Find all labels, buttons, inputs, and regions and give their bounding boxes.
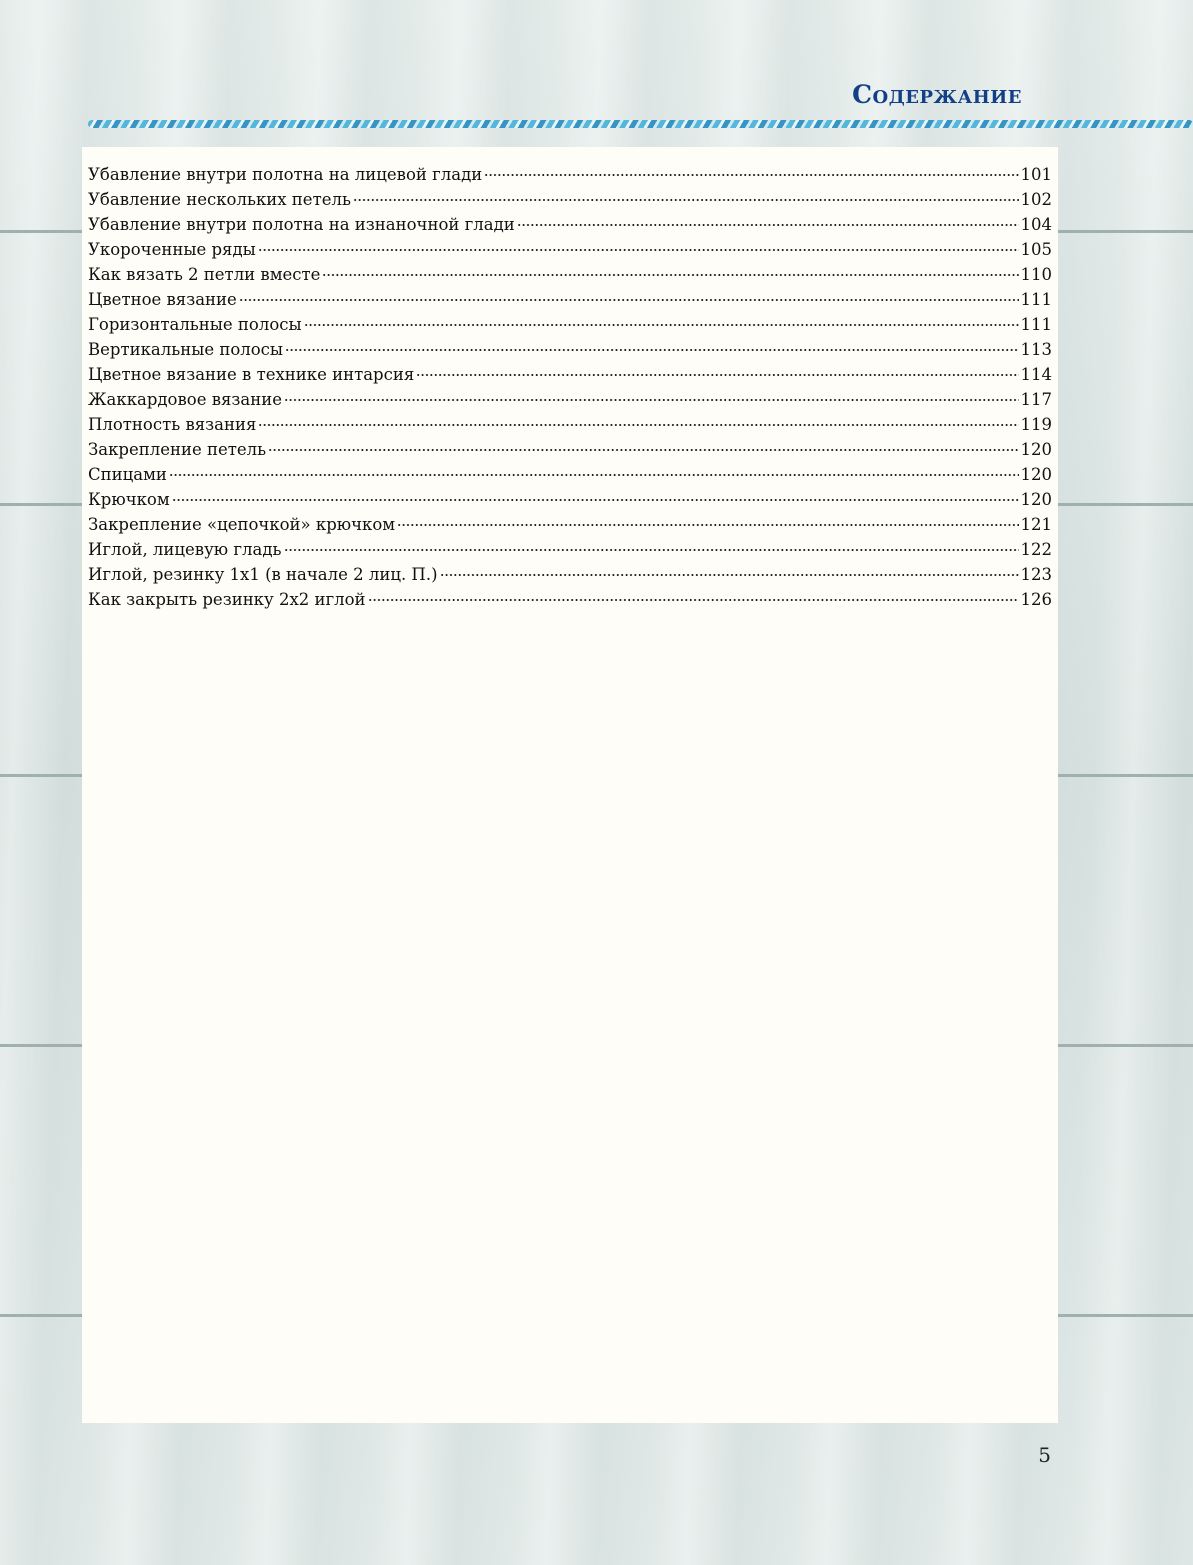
toc-entry-page: 110	[1020, 265, 1052, 284]
toc-entry-page: 126	[1020, 590, 1052, 609]
toc-leader-dots	[440, 574, 1019, 576]
toc-entry-page: 113	[1020, 340, 1052, 359]
toc-leader-dots	[368, 599, 1019, 601]
toc-leader-dots	[322, 274, 1018, 276]
toc-leader-dots	[484, 174, 1018, 176]
toc-entry-page: 102	[1020, 190, 1052, 209]
toc-entry-title: Крючком	[88, 490, 170, 509]
toc-entry-title: Цветное вязание	[88, 290, 237, 309]
toc-entry[interactable]	[88, 337, 1052, 362]
toc-entry-title: Плотность вязания	[88, 415, 257, 434]
toc-leader-dots	[284, 549, 1019, 551]
toc-leader-dots	[284, 399, 1018, 401]
toc-entry-title: Закрепление «цепочкой» крючком	[88, 515, 396, 534]
toc-leader-dots	[397, 524, 1018, 526]
toc-entry-page: 120	[1020, 490, 1052, 509]
toc-leader-dots	[172, 499, 1019, 501]
toc-entry[interactable]	[88, 437, 1052, 462]
toc-entry[interactable]	[88, 187, 1052, 212]
toc-entry-page: 117	[1020, 390, 1052, 409]
toc-entry-title: Убавление внутри полотна на изнаночной глади	[88, 215, 515, 234]
toc-entry-title: Закрепление петель	[88, 440, 267, 459]
page-number: 5	[1038, 1443, 1051, 1467]
toc-leader-dots	[285, 349, 1018, 351]
toc-entry-page: 119	[1020, 415, 1052, 434]
toc-entry[interactable]	[88, 562, 1052, 587]
toc-entry-title: Иглой, лицевую гладь	[88, 540, 282, 559]
toc-entry-title: Убавление нескольких петель	[88, 190, 351, 209]
rope-divider	[88, 120, 1193, 128]
toc-entry[interactable]	[88, 287, 1052, 312]
toc-leader-dots	[304, 324, 1019, 326]
toc-entry[interactable]	[88, 487, 1052, 512]
toc-entry-title: Как закрыть резинку 2x2 иглой	[88, 590, 366, 609]
toc-entry-title: Иглой, резинку 1x1 (в начале 2 лиц. П.)	[88, 565, 438, 584]
toc-entry-title: Убавление внутри полотна на лицевой глади	[88, 165, 483, 184]
toc-entry[interactable]	[88, 312, 1052, 337]
toc-entry[interactable]	[88, 412, 1052, 437]
toc-leader-dots	[258, 249, 1019, 251]
toc-leader-dots	[416, 374, 1018, 376]
toc-entry-page: 123	[1020, 565, 1052, 584]
toc-entry-page: 111	[1020, 290, 1052, 309]
toc-entry-title: Жаккардовое вязание	[88, 390, 283, 409]
toc-entry[interactable]	[88, 462, 1052, 487]
toc-entry-page: 122	[1020, 540, 1052, 559]
toc-entry-page: 111	[1020, 315, 1052, 334]
toc-entry-title: Как вязать 2 петли вместе	[88, 265, 321, 284]
toc-entry-page: 104	[1020, 215, 1052, 234]
toc-entry-title: Спицами	[88, 465, 167, 484]
page-title: Содержание	[852, 80, 1022, 109]
toc-entry-title: Укороченные ряды	[88, 240, 256, 259]
toc-entry[interactable]	[88, 587, 1052, 612]
toc-entry-page: 121	[1020, 515, 1052, 534]
toc-entry-title: Вертикальные полосы	[88, 340, 284, 359]
toc-entry-title: Цветное вязание в технике интарсия	[88, 365, 415, 384]
toc-leader-dots	[517, 224, 1019, 226]
table-of-contents	[88, 162, 1052, 612]
toc-entry[interactable]	[88, 262, 1052, 287]
toc-entry[interactable]	[88, 387, 1052, 412]
toc-entry[interactable]	[88, 162, 1052, 187]
toc-entry[interactable]	[88, 212, 1052, 237]
toc-leader-dots	[353, 199, 1019, 201]
toc-leader-dots	[239, 299, 1019, 301]
toc-leader-dots	[258, 424, 1018, 426]
toc-entry-page: 105	[1020, 240, 1052, 259]
toc-entry-page: 120	[1020, 465, 1052, 484]
toc-entry[interactable]	[88, 512, 1052, 537]
toc-entry-page: 101	[1020, 165, 1052, 184]
toc-entry-page: 114	[1020, 365, 1052, 384]
toc-entry[interactable]	[88, 362, 1052, 387]
toc-leader-dots	[268, 449, 1018, 451]
toc-entry-page: 120	[1020, 440, 1052, 459]
toc-entry-title: Горизонтальные полосы	[88, 315, 302, 334]
toc-entry[interactable]	[88, 237, 1052, 262]
toc-leader-dots	[169, 474, 1019, 476]
toc-entry[interactable]	[88, 537, 1052, 562]
